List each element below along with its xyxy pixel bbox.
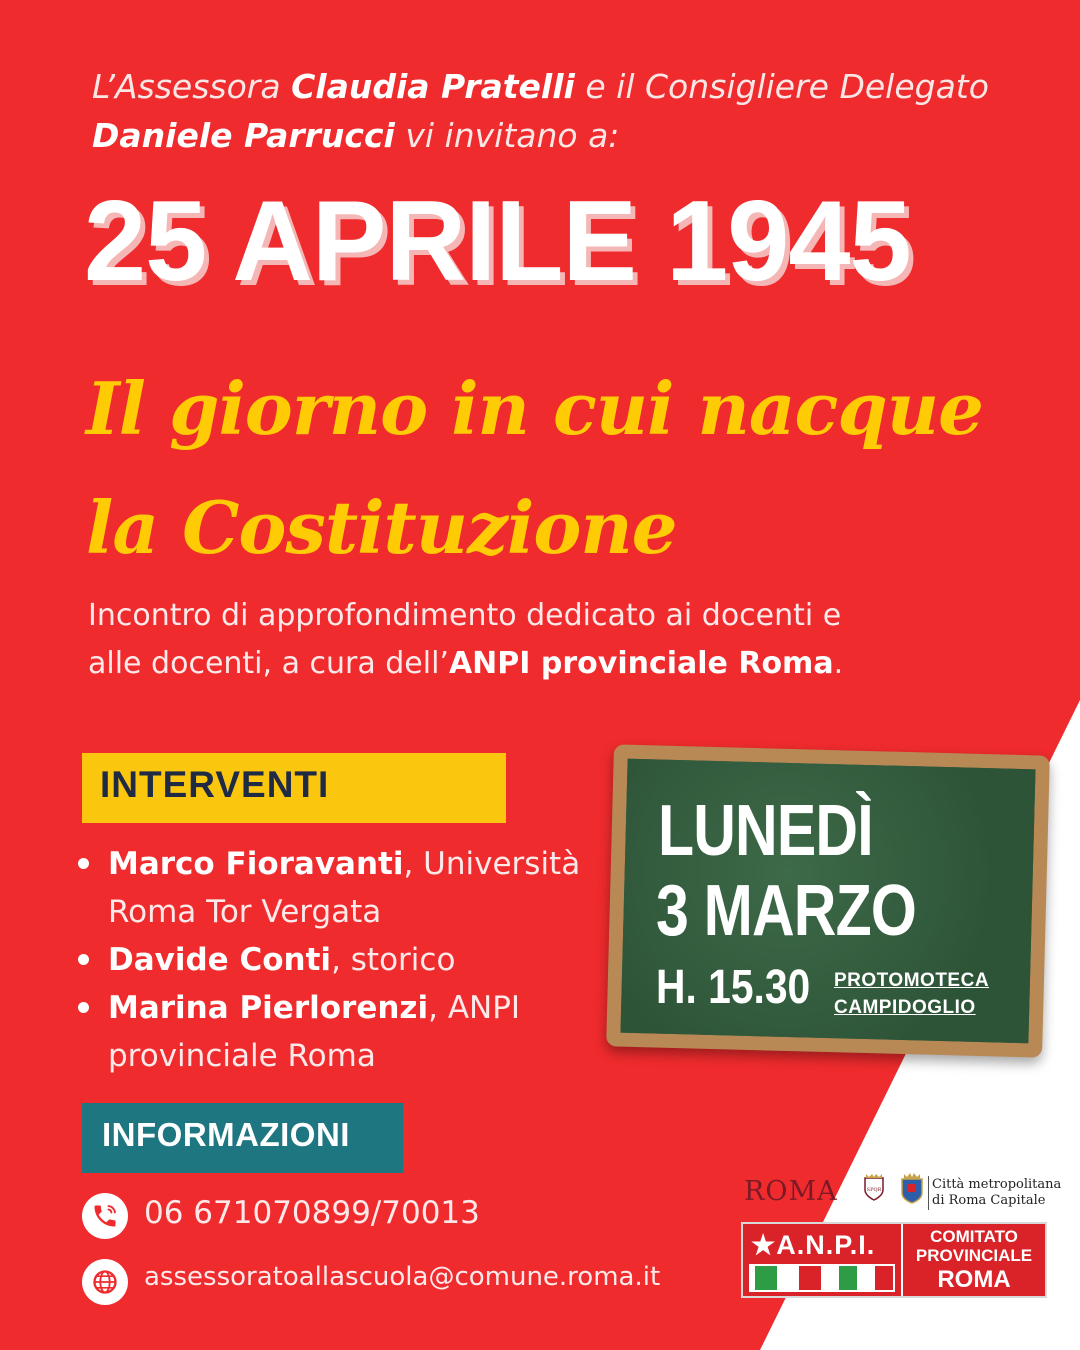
metro-crest-icon — [900, 1171, 924, 1205]
metro-line-1: Città metropolitana — [932, 1177, 1062, 1192]
speaker-name: Marina Pierlorenzi — [108, 990, 429, 1026]
speaker-item — [74, 936, 594, 984]
italian-flag-stripes-icon — [749, 1264, 895, 1292]
logo-divider — [928, 1176, 929, 1210]
anpi-comitato-label — [903, 1224, 1045, 1296]
phone-number[interactable]: 06 671070899/70013 — [144, 1195, 480, 1231]
venue-line-1[interactable]: PROTOMOTECA — [834, 970, 990, 991]
citta-metropolitana-logo — [932, 1177, 1061, 1209]
metro-line-2: di Roma Capitale — [932, 1193, 1046, 1208]
intro-part: L’Assessora — [92, 67, 292, 106]
headline-date: 25 APRILE 1945 — [84, 178, 911, 305]
interventi-label: INTERVENTI — [100, 764, 330, 805]
speaker-list — [74, 840, 594, 1080]
anpi-logo — [741, 1222, 1047, 1298]
description-organizer: ANPI provinciale Roma — [448, 646, 834, 681]
intro-part: vi invitano a: — [394, 116, 620, 155]
subtitle-line-2: la Costituzione — [86, 485, 677, 570]
roma-crest-icon — [862, 1172, 886, 1202]
roma-logo: ROMA — [744, 1176, 838, 1207]
speaker-item — [74, 840, 594, 936]
speaker-role: , storico — [331, 942, 456, 978]
description-end: . — [833, 646, 844, 681]
speaker-name: Davide Conti — [108, 942, 332, 978]
speaker-role: , ANPI provinciale Roma — [108, 990, 521, 1074]
informazioni-label: INFORMAZIONI — [102, 1116, 350, 1153]
email-address[interactable]: assessoratoallascuola@comune.roma.it — [144, 1262, 661, 1292]
consigliere-name: Daniele Parrucci — [92, 116, 395, 155]
intro-part: e il Consigliere Delegato — [574, 67, 989, 106]
speaker-role: , Università Roma Tor Vergata — [108, 846, 581, 930]
svg-text:SPQR: SPQR — [866, 1187, 882, 1193]
anpi-provinciale: PROVINCIALE — [915, 1246, 1033, 1265]
phone-icon — [82, 1193, 128, 1239]
event-day: LUNEDÌ — [658, 791, 873, 871]
anpi-comitato: COMITATO — [930, 1227, 1018, 1246]
event-time: H. 15.30 — [656, 961, 811, 1014]
venue-line-2[interactable]: CAMPIDOGLIO — [834, 997, 976, 1018]
description-text: Incontro di approfondimento dedicato ai docenti e alle docenti, a cura dell’ — [88, 598, 842, 681]
speaker-name: Marco Fioravanti — [108, 846, 404, 882]
globe-glyph — [91, 1268, 119, 1296]
event-date: 3 MARZO — [656, 871, 916, 951]
assessora-name: Claudia Pratelli — [291, 67, 575, 106]
anpi-name: ★A.N.P.I. — [751, 1230, 876, 1260]
globe-icon — [82, 1259, 128, 1305]
phone-glyph — [91, 1202, 119, 1230]
anpi-logo-left — [743, 1224, 901, 1296]
speaker-item — [74, 984, 594, 1080]
intro-text — [92, 62, 1012, 160]
event-description — [88, 592, 868, 688]
subtitle-line-1: Il giorno in cui nacque — [86, 366, 983, 451]
anpi-roma: ROMA — [937, 1266, 1011, 1293]
